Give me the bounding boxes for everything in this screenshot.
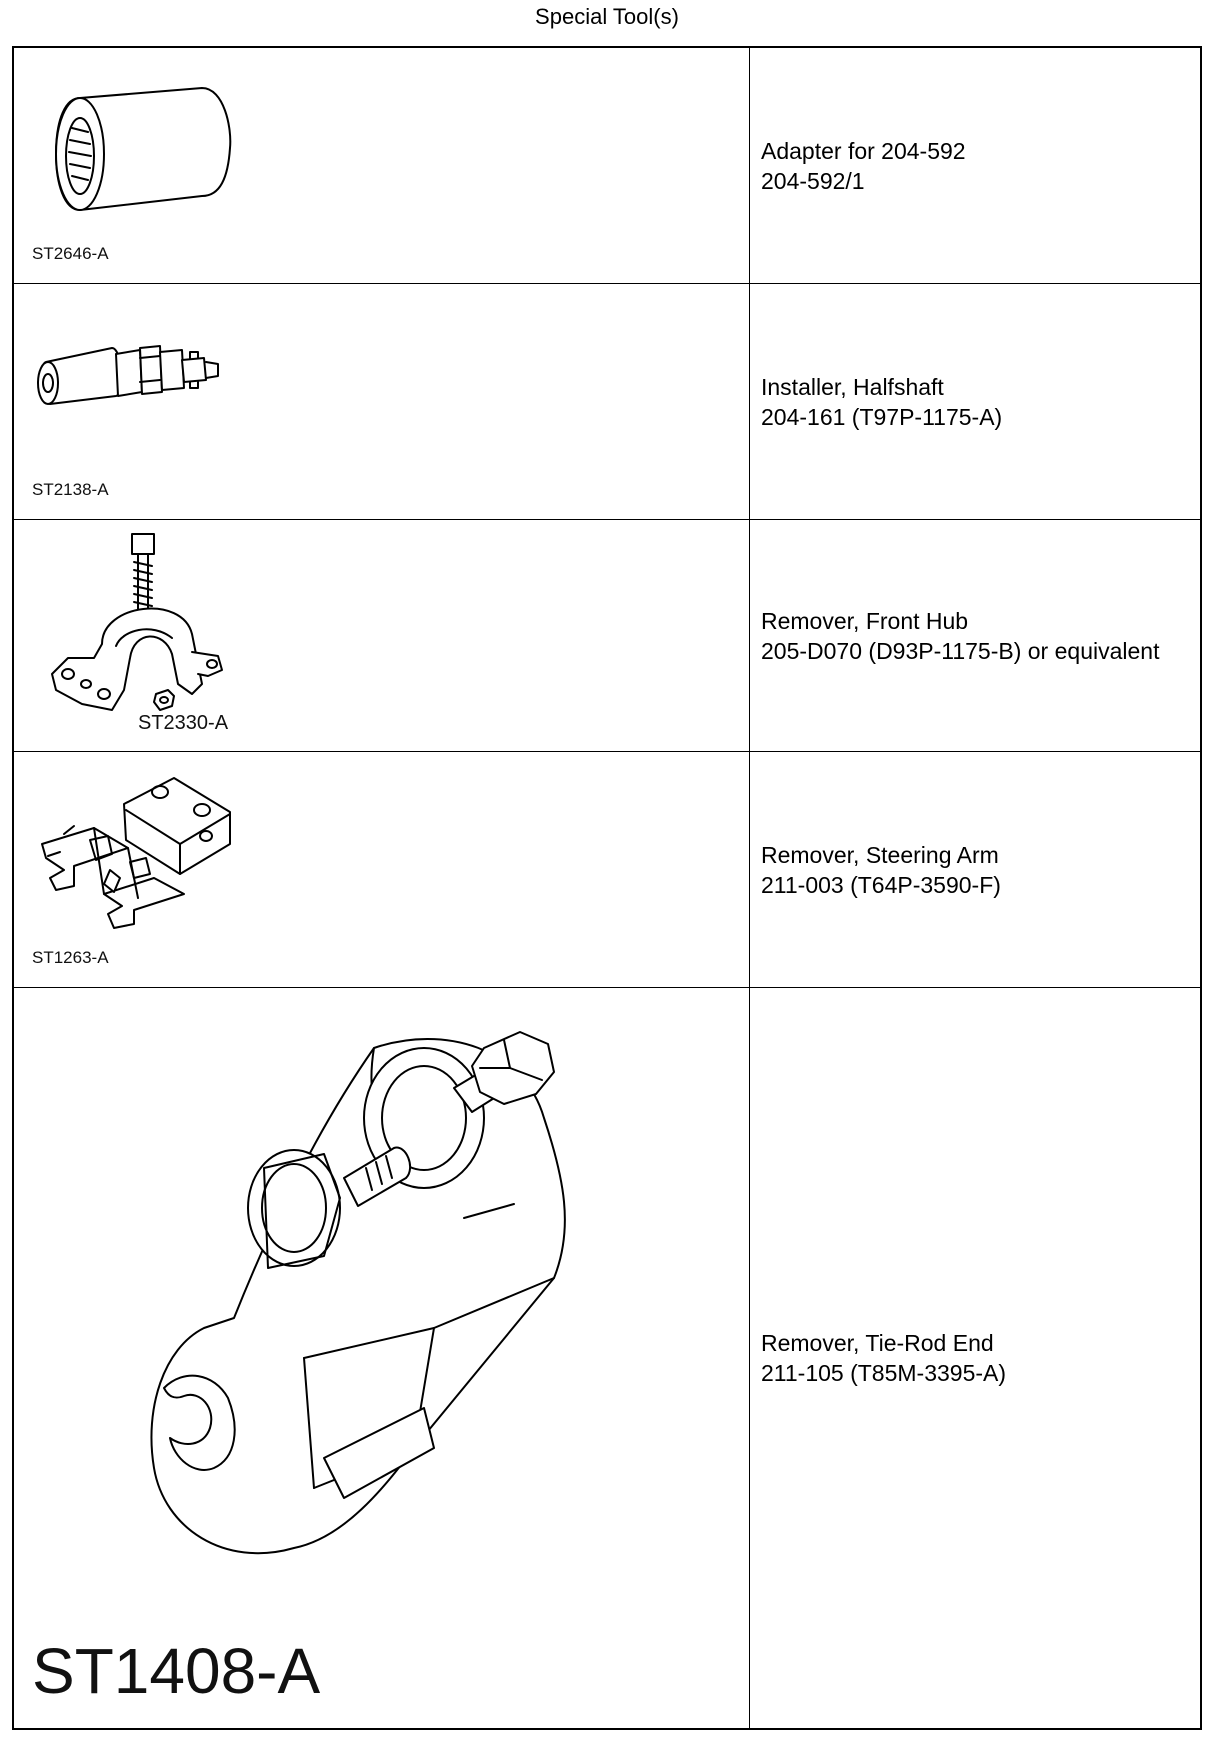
tool-row-halfshaft-installer [14, 284, 1200, 520]
tool-image-cell [14, 284, 750, 519]
tool-number: 205-D070 (D93P-1175-B) or equivalent [761, 637, 1160, 664]
tool-description-cell [751, 752, 1200, 987]
tool-name: Installer, Halfshaft [761, 373, 944, 400]
tool-image-cell [14, 988, 750, 1728]
tool-row-front-hub-remover [14, 520, 1200, 752]
tool-image-cell [14, 752, 750, 987]
tool-code-label: ST1263-A [32, 948, 109, 967]
adapter-tool-illustration [52, 88, 232, 218]
tool-row-steering-arm-remover [14, 752, 1200, 988]
tool-number: 204-161 (T97P-1175-A) [761, 403, 1003, 430]
tool-number: 211-105 (T85M-3395-A) [761, 1360, 1007, 1386]
tool-code-label: ST1408-A [32, 1635, 321, 1707]
tool-code-label: ST2646-A [32, 244, 109, 263]
tool-code-label: ST2330-A [138, 712, 229, 734]
tool-name: Remover, Steering Arm [761, 841, 999, 868]
tool-description-cell [751, 48, 1200, 283]
tool-name: Remover, Front Hub [761, 607, 969, 634]
special-tools-table [12, 46, 1202, 1730]
tool-name: Adapter for 204-592 [761, 137, 966, 164]
tool-description-cell [751, 284, 1200, 519]
tool-number: 204-592/1 [761, 167, 865, 194]
tool-row-tie-rod-end-remover [14, 988, 1200, 1728]
tool-name: Remover, Tie-Rod End [761, 1330, 994, 1356]
tool-number: 211-003 (T64P-3590-F) [761, 871, 1001, 898]
front-hub-remover-illustration [42, 534, 232, 724]
page-title: Special Tool(s) [535, 4, 679, 29]
tool-code-label: ST2138-A [32, 480, 109, 499]
tool-row-adapter [14, 48, 1200, 284]
tool-image-cell [14, 48, 750, 283]
tool-description-cell [751, 988, 1200, 1728]
tool-description-cell [751, 520, 1200, 751]
steering-arm-remover-illustration [34, 774, 234, 934]
tool-image-cell [14, 520, 750, 751]
tie-rod-end-remover-illustration [144, 1028, 614, 1588]
halfshaft-installer-illustration [32, 334, 252, 414]
